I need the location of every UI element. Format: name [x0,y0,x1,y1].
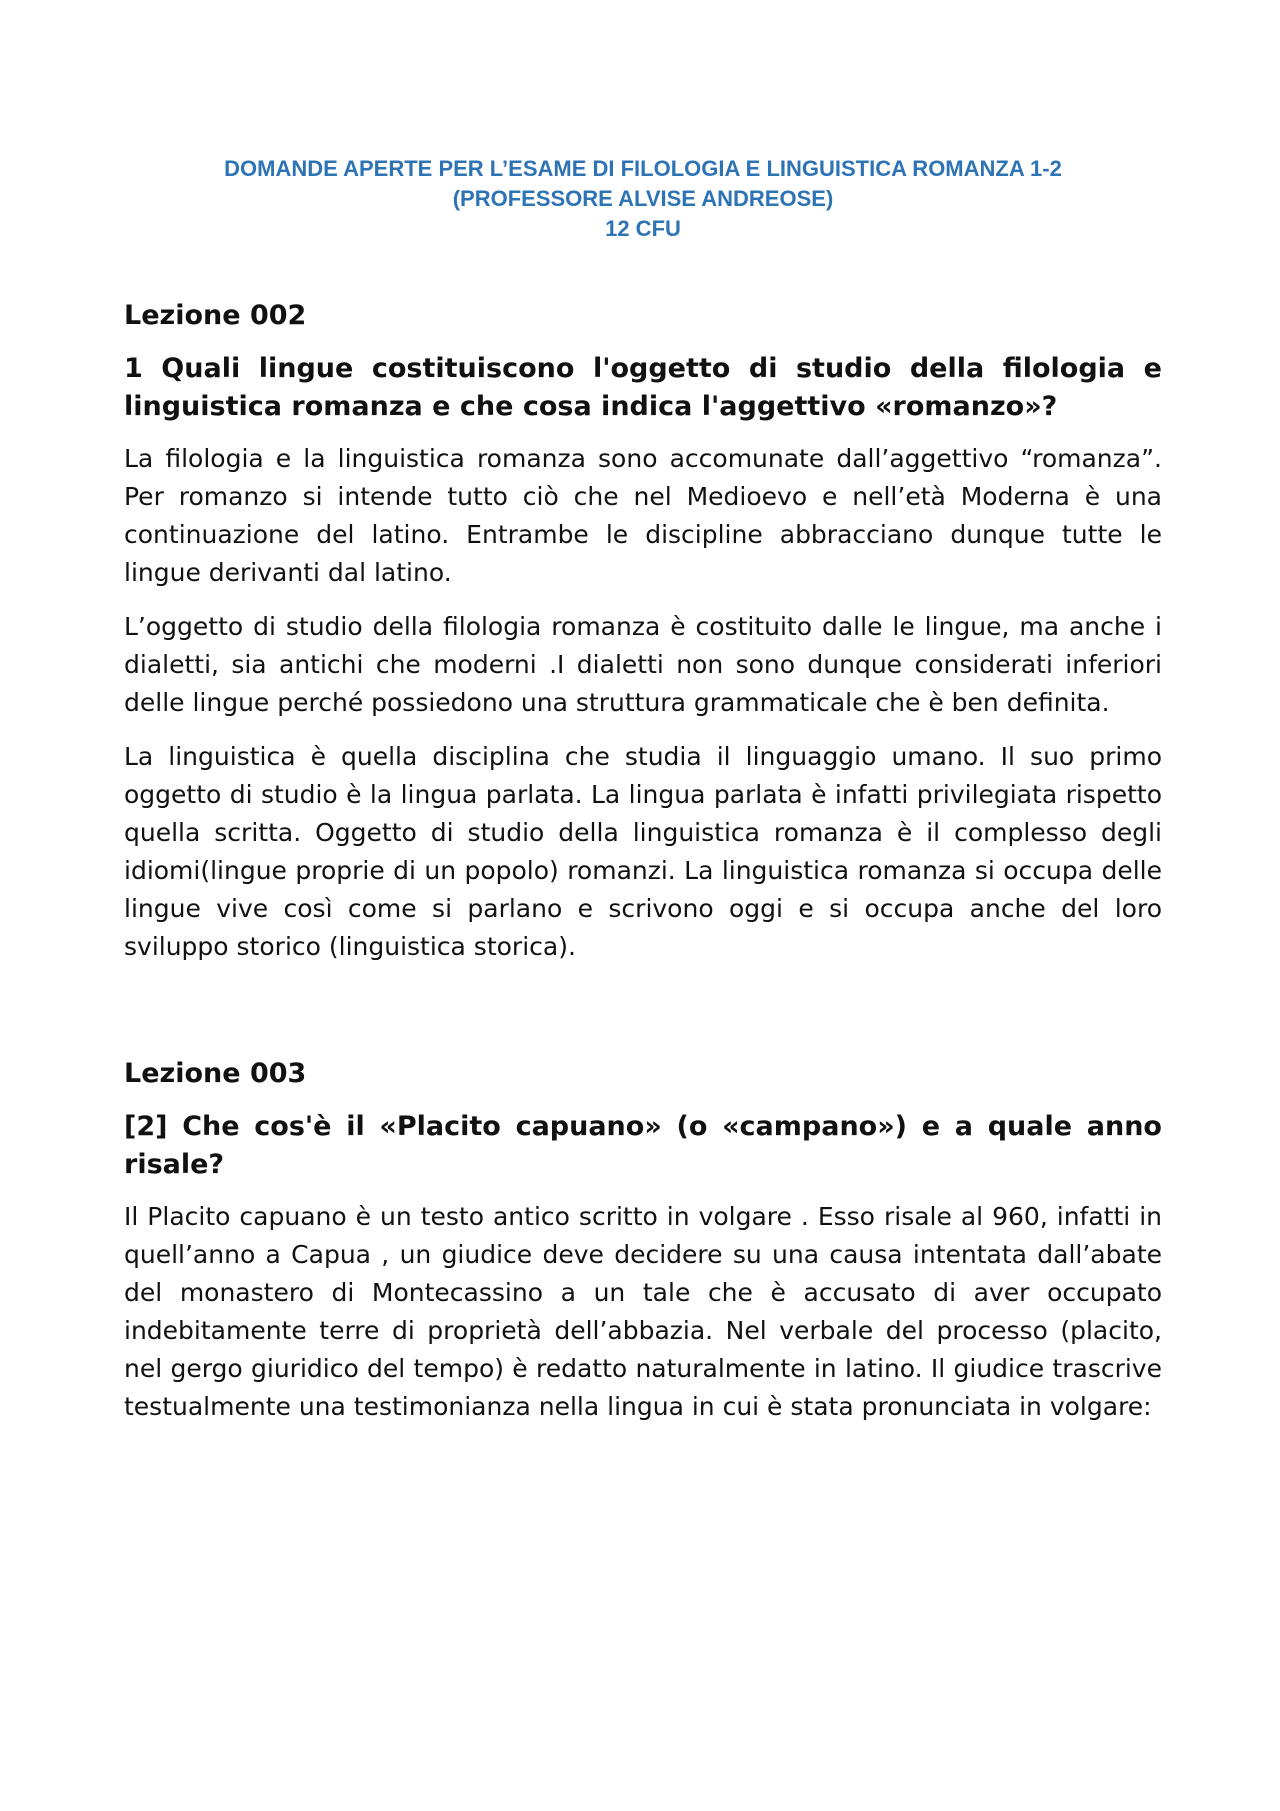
section-lezione-002 [124,298,1162,966]
section-spacer [124,982,1162,1056]
document-header [124,154,1162,244]
answer-paragraph: La linguistica è quella disciplina che studia il linguaggio umano. Il suo primo oggetto di studio è la lingua parlata. La lingua parlata è infatti privilegiata rispetto quella scritta. Oggetto di studio della linguistica romanza è il complesso degli idiomi(lingue proprie di un popolo) romanzi. La linguistica romanza si occupa delle lingue vive così come si parlano e scrivono oggi e si occupa anche del loro sviluppo storico (linguistica storica). [124,742,1162,961]
answer-paragraph: L’oggetto di studio della filologia romanza è costituito dalle le lingue, ma anche i dialetti, sia antichi che moderni .I dialetti non sono dunque considerati inferiori delle lingue perché possiedono una struttura grammaticale che è ben definita. [124,612,1162,717]
header-credits: 12 CFU [605,216,681,241]
question-heading: [2] Che cos'è il «Placito capuano» (o «campano») e a quale anno risale? [124,1111,1162,1180]
answer-paragraph: La filologia e la linguistica romanza sono accomunate dall’aggettivo “romanza”. Per romanzo si intende tutto ciò che nel Medioevo e nell’età Moderna è una continuazione del latino. Entrambe le discipline abbracciano dunque tutte le lingue derivanti dal latino. [124,444,1162,587]
header-title: DOMANDE APERTE PER L’ESAME DI FILOLOGIA E LINGUISTICA ROMANZA 1-2 [224,156,1062,181]
answer-paragraph: Il Placito capuano è un testo antico scritto in volgare . Esso risale al 960, infatti in quell’anno a Capua , un giudice deve decidere su una causa intentata dall’abate del monastero di Montecassino a un tale che è accusato di aver occupato indebitamente terre di proprietà dell’abbazia. Nel verbale del processo (placito, nel gergo giuridico del tempo) è redatto naturalmente in latino. Il giudice trascrive testualmente una testimonianza nella lingua in cui è stata pronunciata in volgare: [124,1202,1162,1421]
header-professor: (PROFESSORE ALVISE ANDREOSE) [452,186,834,211]
lesson-heading: Lezione 002 [124,300,307,331]
lesson-heading: Lezione 003 [124,1058,307,1089]
document-body [124,298,1162,1442]
question-heading: 1 Quali lingue costituiscono l'oggetto di studio della filologia e linguistica romanza e che cosa indica l'aggettivo «romanzo»? [124,353,1162,422]
section-lezione-003 [124,1056,1162,1426]
